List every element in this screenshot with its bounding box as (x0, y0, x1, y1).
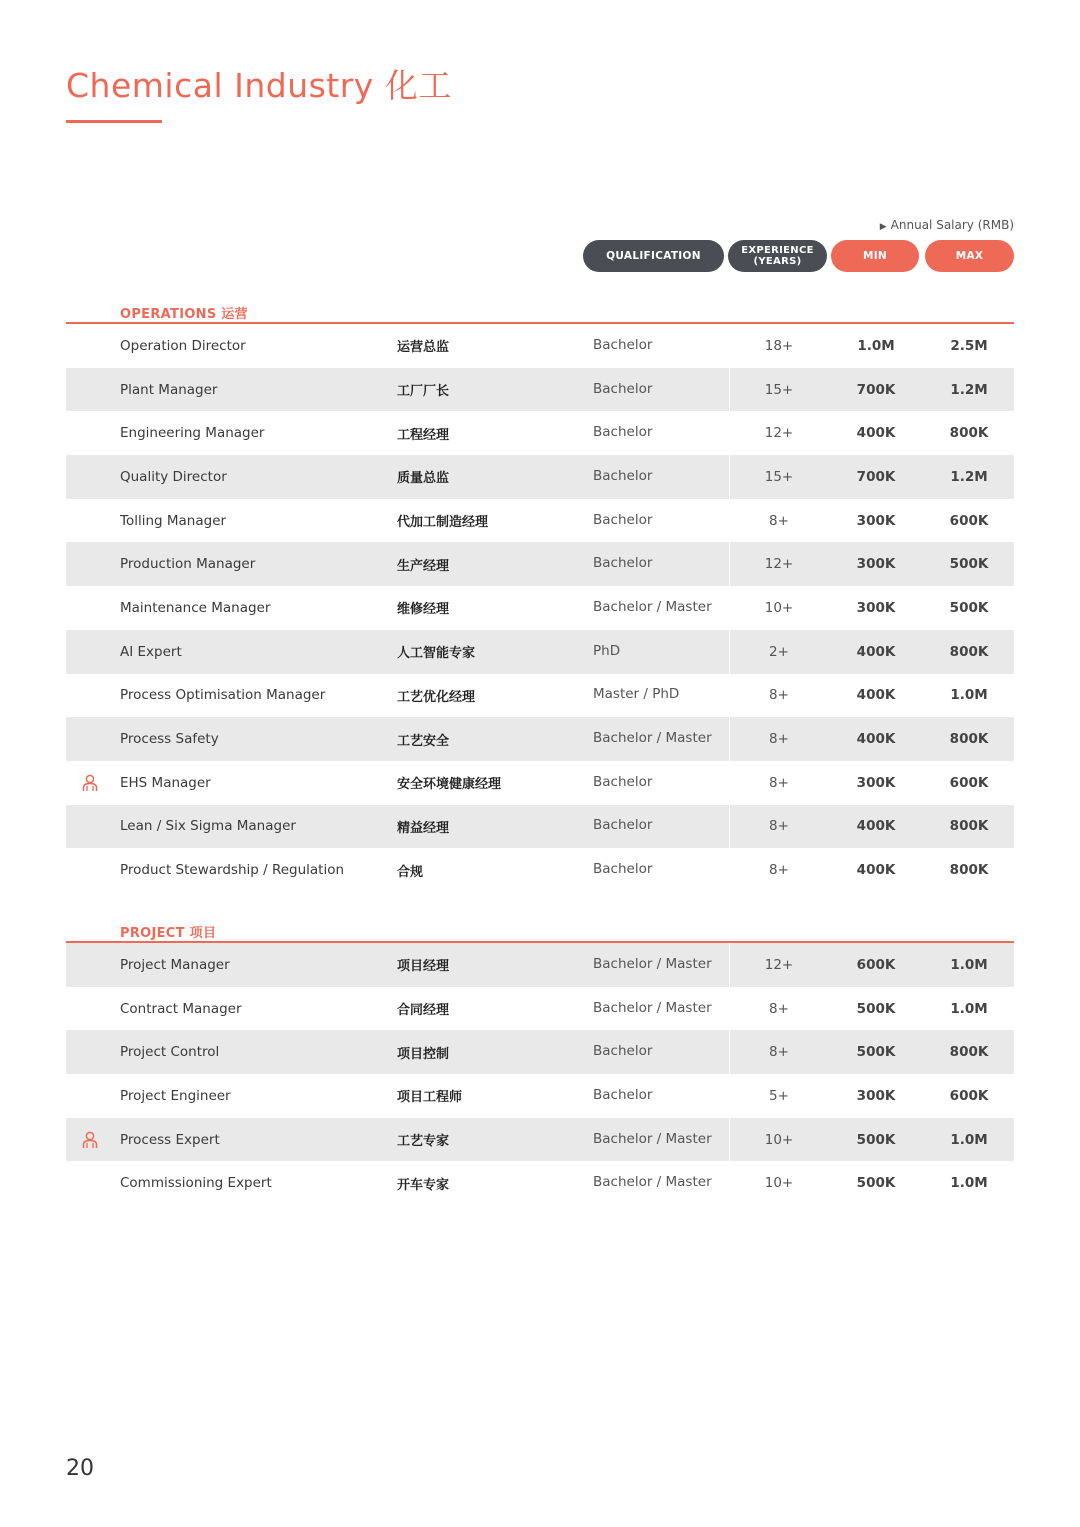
experience-cell: 12+ (764, 556, 794, 573)
experience-cell: 8+ (769, 774, 789, 791)
table-row (66, 1118, 1014, 1162)
qualification-value: Bachelor (593, 773, 653, 790)
job-title-en: Project Manager (120, 956, 230, 973)
max-salary-cell: 800K (949, 731, 989, 748)
max-salary-cell: 800K (949, 862, 989, 879)
job-title-en: Contract Manager (120, 1000, 242, 1017)
qualification-cell (593, 1118, 712, 1162)
max-salary-cell: 800K (949, 643, 989, 660)
min-salary-cell: 500K (856, 1000, 896, 1017)
row-icon-cell (80, 368, 100, 412)
job-title-en: Process Optimisation Manager (120, 687, 326, 704)
salary-note (880, 218, 1014, 232)
experience-cell: 8+ (769, 862, 789, 879)
min-salary-cell: 700K (856, 468, 896, 485)
qualification-cell (593, 411, 652, 455)
job-title-cn: 项目经理 (397, 959, 450, 975)
table-row (66, 761, 1014, 805)
row-icon-cell (80, 1161, 100, 1205)
min-salary-cell: 600K (856, 956, 896, 973)
max-salary-cell: 800K (949, 818, 989, 835)
qualification-cell (593, 987, 712, 1031)
row-icon-cell (80, 586, 100, 630)
table-row (66, 630, 1014, 674)
experience-cell: 10+ (764, 1131, 794, 1148)
qualification-value: Bachelor (593, 380, 653, 397)
max-salary-cell: 600K (949, 1087, 989, 1104)
table-row (66, 1030, 1014, 1074)
page-number: 20 (66, 1456, 94, 1481)
qualification-value: Bachelor / Master (593, 999, 712, 1016)
max-salary-cell: 2.5M (950, 337, 988, 354)
job-title-en: Maintenance Manager (120, 599, 271, 616)
max-salary-cell: 1.0M (950, 1175, 988, 1192)
job-title-en: Commissioning Expert (120, 1175, 272, 1192)
row-icon-cell (80, 987, 100, 1031)
experience-cell: 5+ (769, 1087, 789, 1104)
job-title-cn: 开车专家 (397, 1177, 450, 1193)
experience-cell: 18+ (764, 337, 794, 354)
job-title-en: Quality Director (120, 468, 227, 485)
table-row (66, 717, 1014, 761)
row-icon-cell (80, 542, 100, 586)
project-table (66, 943, 1014, 1205)
job-title-cn: 代加工制造经理 (397, 515, 489, 531)
max-salary-cell: 1.0M (950, 1131, 988, 1148)
job-title-en: Plant Manager (120, 381, 218, 398)
qualification-value: Bachelor (593, 817, 653, 834)
min-salary-cell: 500K (856, 1175, 896, 1192)
qualification-cell (593, 324, 652, 368)
table-row (66, 987, 1014, 1031)
job-title-cn: 生产经理 (397, 558, 450, 574)
min-salary-cell: 400K (856, 862, 896, 879)
table-row (66, 1161, 1014, 1205)
job-title-cn: 项目工程师 (397, 1090, 463, 1106)
row-icon-cell (80, 411, 100, 455)
table-row (66, 805, 1014, 849)
title-underline (66, 120, 162, 123)
experience-cell: 8+ (769, 1044, 789, 1061)
table-row (66, 324, 1014, 368)
row-icon-cell (80, 630, 100, 674)
qualification-value: Bachelor / Master (593, 730, 712, 747)
row-icon-cell (80, 805, 100, 849)
experience-cell: 10+ (764, 1175, 794, 1192)
table-row (66, 411, 1014, 455)
job-title-en: Lean / Six Sigma Manager (120, 818, 296, 835)
qualification-value: Bachelor (593, 336, 653, 353)
salary-note-text: Annual Salary (RMB) (890, 218, 1014, 232)
qualification-value: Bachelor / Master (593, 598, 712, 615)
job-title-en: Tolling Manager (120, 512, 227, 529)
min-salary-cell: 1.0M (857, 337, 895, 354)
experience-cell: 10+ (764, 599, 794, 616)
row-icon-cell (80, 1118, 100, 1162)
qualification-cell (593, 499, 652, 543)
max-salary-cell: 800K (949, 1044, 989, 1061)
qualification-cell (593, 717, 712, 761)
qualification-value: Bachelor / Master (593, 1130, 712, 1147)
job-title-en: Engineering Manager (120, 425, 265, 442)
table-row (66, 586, 1014, 630)
qualification-value: Bachelor (593, 467, 653, 484)
row-icon-cell (80, 1030, 100, 1074)
job-title-en: Project Engineer (120, 1087, 231, 1104)
job-title-cn: 工艺安全 (397, 733, 450, 749)
min-salary-cell: 300K (856, 512, 896, 529)
qualification-cell (593, 805, 652, 849)
row-icon-cell (80, 324, 100, 368)
job-title-cn: 合同经理 (397, 1003, 450, 1019)
experience-cell: 15+ (764, 381, 794, 398)
job-title-en: Process Safety (120, 731, 219, 748)
qualification-value: Bachelor (593, 1086, 653, 1103)
qualification-cell (593, 1161, 712, 1205)
table-row (66, 499, 1014, 543)
experience-cell: 12+ (764, 425, 794, 442)
experience-cell: 8+ (769, 731, 789, 748)
experience-cell: 12+ (764, 956, 794, 973)
triangle-right-icon: ▶ (879, 222, 887, 232)
qualification-value: PhD (593, 642, 621, 659)
qualification-value: Master / PhD (593, 686, 680, 703)
job-title-en: Operation Director (120, 337, 246, 354)
qualification-cell (593, 586, 712, 630)
qualification-cell (593, 1030, 652, 1074)
row-icon-cell (80, 499, 100, 543)
person-icon (82, 774, 98, 792)
experience-cell: 8+ (769, 512, 789, 529)
max-salary-cell: 1.2M (950, 468, 988, 485)
max-salary-cell: 1.2M (950, 381, 988, 398)
max-salary-cell: 500K (949, 599, 989, 616)
max-salary-cell: 1.0M (950, 956, 988, 973)
max-salary-cell: 600K (949, 774, 989, 791)
job-title-cn: 工程经理 (397, 427, 450, 443)
min-salary-cell: 400K (856, 687, 896, 704)
job-title-cn: 安全环境健康经理 (397, 777, 502, 793)
job-title-en: Product Stewardship / Regulation (120, 862, 345, 879)
qualification-cell (593, 542, 652, 586)
row-icon-cell (80, 717, 100, 761)
job-title-cn: 质量总监 (397, 471, 450, 487)
job-title-cn: 人工智能专家 (397, 646, 476, 662)
job-title-cn: 工厂厂长 (397, 384, 450, 400)
qualification-cell (593, 455, 652, 499)
min-salary-cell: 700K (856, 381, 896, 398)
job-title-en: Production Manager (120, 556, 256, 573)
page-title: Chemical Industry 化工 (66, 66, 452, 105)
table-row (66, 542, 1014, 586)
max-salary-header: MAX (925, 240, 1014, 272)
max-salary-cell: 600K (949, 512, 989, 529)
job-title-en: Process Expert (120, 1131, 220, 1148)
job-title-cn: 工艺专家 (397, 1134, 450, 1150)
qualification-value: Bachelor / Master (593, 955, 712, 972)
min-salary-cell: 300K (856, 774, 896, 791)
experience-header: EXPERIENCE (YEARS) (728, 240, 827, 272)
max-salary-cell: 1.0M (950, 1000, 988, 1017)
qualification-value: Bachelor (593, 555, 653, 572)
experience-cell: 8+ (769, 687, 789, 704)
job-title-en: EHS Manager (120, 774, 211, 791)
section-title-operations: OPERATIONS 运营 (120, 307, 248, 322)
row-icon-cell (80, 848, 100, 892)
table-row (66, 848, 1014, 892)
experience-cell: 8+ (769, 1000, 789, 1017)
qualification-cell (593, 1074, 652, 1118)
qualification-header: QUALIFICATION (583, 240, 724, 272)
max-salary-cell: 500K (949, 556, 989, 573)
table-row (66, 674, 1014, 718)
table-row (66, 368, 1014, 412)
row-icon-cell (80, 674, 100, 718)
person-icon (82, 1131, 98, 1149)
job-title-cn: 合规 (397, 864, 424, 880)
qualification-cell (593, 674, 679, 718)
job-title-cn: 运营总监 (397, 340, 450, 356)
qualification-cell (593, 761, 652, 805)
qualification-value: Bachelor (593, 1043, 653, 1060)
min-salary-cell: 400K (856, 643, 896, 660)
experience-cell: 8+ (769, 818, 789, 835)
job-title-cn: 维修经理 (397, 602, 450, 618)
min-salary-cell: 300K (856, 1087, 896, 1104)
qualification-value: Bachelor (593, 424, 653, 441)
qualification-cell (593, 368, 652, 412)
qualification-value: Bachelor / Master (593, 1174, 712, 1191)
job-title-cn: 项目控制 (397, 1046, 450, 1062)
operations-table (66, 324, 1014, 892)
qualification-cell (593, 630, 620, 674)
min-salary-header: MIN (831, 240, 919, 272)
min-salary-cell: 400K (856, 818, 896, 835)
min-salary-cell: 300K (856, 556, 896, 573)
experience-cell: 2+ (769, 643, 789, 660)
experience-cell: 15+ (764, 468, 794, 485)
table-row (66, 943, 1014, 987)
row-icon-cell (80, 455, 100, 499)
min-salary-cell: 500K (856, 1044, 896, 1061)
job-title-en: AI Expert (120, 643, 182, 660)
min-salary-cell: 400K (856, 425, 896, 442)
min-salary-cell: 400K (856, 731, 896, 748)
job-title-en: Project Control (120, 1044, 220, 1061)
row-icon-cell (80, 943, 100, 987)
job-title-cn: 工艺优化经理 (397, 689, 476, 705)
table-row (66, 1074, 1014, 1118)
qualification-cell (593, 848, 652, 892)
job-title-cn: 精益经理 (397, 820, 450, 836)
row-icon-cell (80, 1074, 100, 1118)
max-salary-cell: 800K (949, 425, 989, 442)
table-row (66, 455, 1014, 499)
min-salary-cell: 300K (856, 599, 896, 616)
min-salary-cell: 500K (856, 1131, 896, 1148)
qualification-value: Bachelor (593, 511, 653, 528)
section-title-project: PROJECT 项目 (120, 926, 217, 941)
qualification-cell (593, 943, 712, 987)
max-salary-cell: 1.0M (950, 687, 988, 704)
qualification-value: Bachelor (593, 861, 653, 878)
row-icon-cell (80, 761, 100, 805)
